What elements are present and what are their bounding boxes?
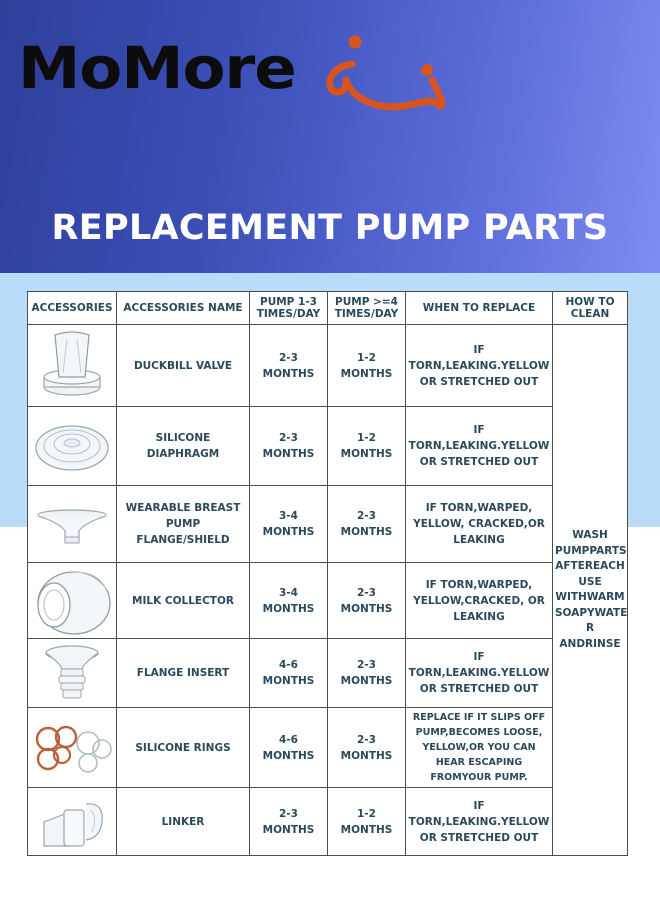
accessory-image-cell xyxy=(28,639,117,708)
when-to-replace: IF TORN,LEAKING.YELLOW OR STRETCHED OUT xyxy=(406,788,553,856)
table-row xyxy=(28,708,628,788)
table-row xyxy=(28,325,628,407)
part-name: FLANGE INSERT xyxy=(117,639,250,708)
replacement-table xyxy=(27,291,628,856)
when-to-replace: IF TORN,WARPED, YELLOW,CRACKED, OR LEAKING xyxy=(406,563,553,639)
accessory-image-cell xyxy=(28,708,117,788)
flange-shield-icon xyxy=(32,499,112,549)
silicone-rings-icon xyxy=(30,721,114,775)
part-name: WEARABLE BREAST PUMP FLANGE/SHIELD xyxy=(117,486,250,563)
header-pump-4: PUMP >=4 TIMES/DAY xyxy=(328,292,406,325)
flange-insert-icon xyxy=(40,641,104,705)
table-row xyxy=(28,788,628,856)
pump-4-value: 2-3 MONTHS xyxy=(328,639,406,708)
smile-logo-icon xyxy=(322,30,452,116)
pump-1-3-value: 3-4 MONTHS xyxy=(250,563,328,639)
silicone-diaphragm-icon xyxy=(32,416,112,476)
pump-4-value: 2-3 MONTHS xyxy=(328,486,406,563)
accessory-image-cell xyxy=(28,563,117,639)
pump-4-value: 1-2 MONTHS xyxy=(328,788,406,856)
part-name: LINKER xyxy=(117,788,250,856)
when-to-replace: IF TORN,WARPED, YELLOW, CRACKED,OR LEAKING xyxy=(406,486,553,563)
part-name: SILICONE RINGS xyxy=(117,708,250,788)
brand-logo: MoMore xyxy=(18,34,296,102)
pump-4-value: 1-2 MONTHS xyxy=(328,325,406,407)
pump-1-3-value: 2-3 MONTHS xyxy=(250,325,328,407)
header-how-to-clean: HOW TO CLEAN xyxy=(553,292,628,325)
table-row xyxy=(28,563,628,639)
part-name: DUCKBILL VALVE xyxy=(117,325,250,407)
when-to-replace: IF TORN,LEAKING.YELLOW OR STRETCHED OUT xyxy=(406,407,553,486)
table-row xyxy=(28,486,628,563)
table-header-row xyxy=(28,292,628,325)
pump-1-3-value: 3-4 MONTHS xyxy=(250,486,328,563)
when-to-replace: IF TORN,LEAKING.YELLOW OR STRETCHED OUT xyxy=(406,325,553,407)
accessory-image-cell xyxy=(28,325,117,407)
table-row xyxy=(28,407,628,486)
pump-1-3-value: 2-3 MONTHS xyxy=(250,407,328,486)
how-to-clean: WASH PUMPPARTS AFTEREACH USE WITHWARM SOAPYWATE R ANDRINSE xyxy=(553,325,628,856)
header-banner xyxy=(0,0,660,273)
table-row xyxy=(28,639,628,708)
header-when-to-replace: WHEN TO REPLACE xyxy=(406,292,553,325)
pump-4-value: 2-3 MONTHS xyxy=(328,563,406,639)
pump-1-3-value: 4-6 MONTHS xyxy=(250,639,328,708)
header-pump-1-3: PUMP 1-3 TIMES/DAY xyxy=(250,292,328,325)
part-name: MILK COLLECTOR xyxy=(117,563,250,639)
duckbill-valve-icon xyxy=(37,327,107,405)
linker-icon xyxy=(36,792,108,852)
pump-4-value: 2-3 MONTHS xyxy=(328,708,406,788)
milk-collector-icon xyxy=(30,565,114,637)
accessory-image-cell xyxy=(28,788,117,856)
part-name: SILICONE DIAPHRAGM xyxy=(117,407,250,486)
page-title: REPLACEMENT PUMP PARTS xyxy=(51,208,609,248)
header-accessories: ACCESSORIES xyxy=(28,292,117,325)
accessory-image-cell xyxy=(28,486,117,563)
pump-1-3-value: 4-6 MONTHS xyxy=(250,708,328,788)
accessory-image-cell xyxy=(28,407,117,486)
when-to-replace: REPLACE IF IT SLIPS OFF PUMP,BECOMES LOOSE, YELLOW,OR YOU CAN HEAR ESCAPING FROMYOUR PUMP. xyxy=(406,708,553,788)
header-accessories-name: ACCESSORIES NAME xyxy=(117,292,250,325)
pump-4-value: 1-2 MONTHS xyxy=(328,407,406,486)
pump-1-3-value: 2-3 MONTHS xyxy=(250,788,328,856)
when-to-replace: IF TORN,LEAKING.YELLOW OR STRETCHED OUT xyxy=(406,639,553,708)
